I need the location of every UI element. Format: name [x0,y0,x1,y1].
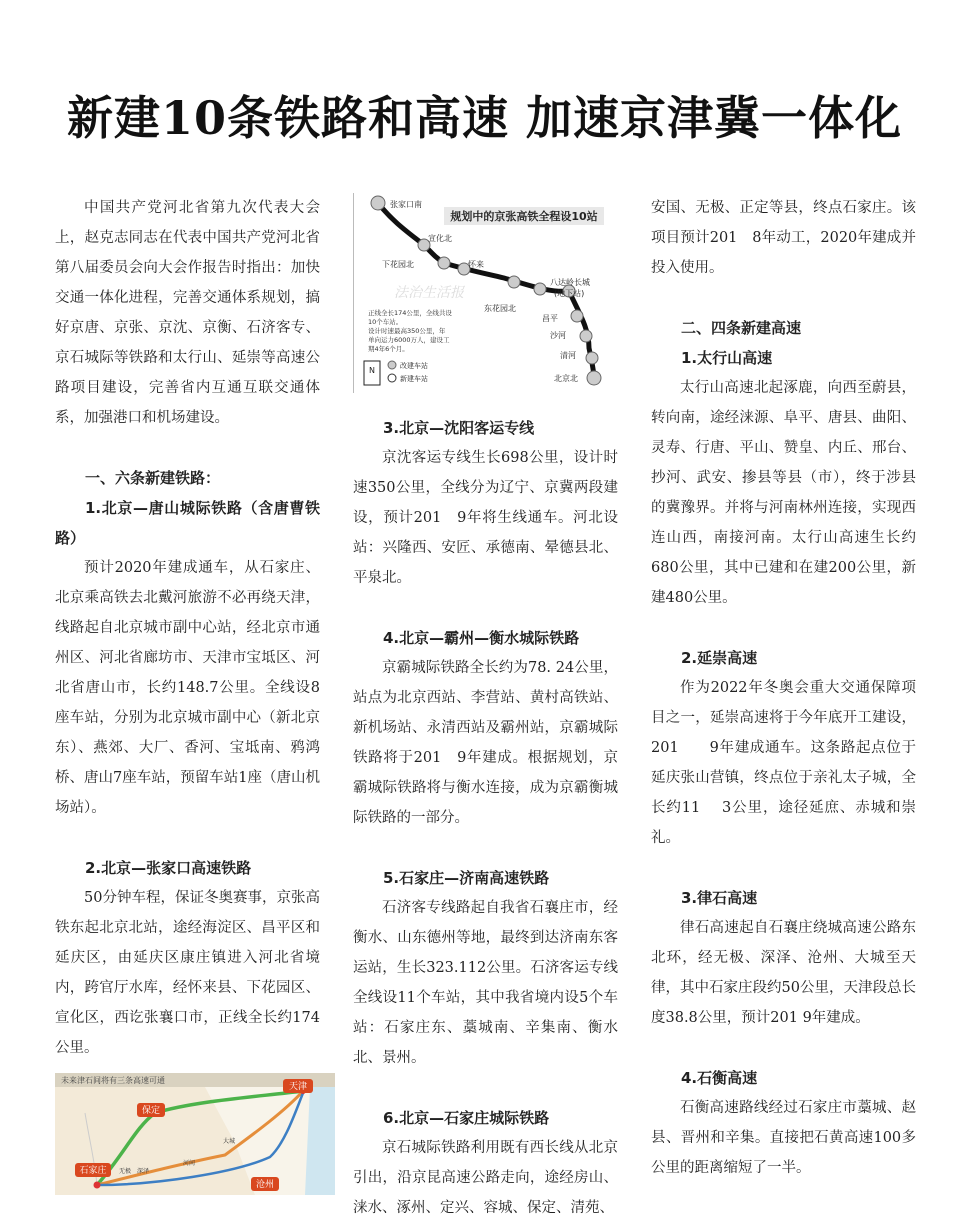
highway-2-title: 2.延崇高速 [681,649,758,667]
map1-legend-new: 新建车站 [400,375,428,383]
map1-watermark: 法治生活报 [394,285,464,301]
map1-station-huailai: 怀来 [468,260,484,269]
rail-3-text: 京沈客运专线生长698公里，设计时速350公里，全线分为辽宁、京冀两段建设，预计201 9年将生线通车。河北设站：兴隆西、安匠、承德南、晕德县北、平泉北。 [353,450,618,586]
highway-3-text: 律石高速起自石襄庄绕城高速公路东北环，经无极、深泽、沧州、大城至天律，其中石家庄段约50公里，天津段总长度38.8公里，预计201 9年建成。 [651,920,916,1026]
page-title: 新建10条铁路和高速 加速京津冀一体化 [66,91,903,145]
highway-section-heading: 二、四条新建高速 [681,319,802,337]
map2-town-wuji: 无极 [119,1168,132,1175]
map1-station-underground: (地下站) [554,289,585,298]
map1-station-badaling: 八达岭长城 [550,278,590,287]
rail-4-text: 京霸城际铁路全长约为78. 24公里，站点为北京西站、李营站、黄村高铁站、新机场站、永清西站及霸州站，京霸城际铁路将于201 9年建成。根据规划，京霸城际铁路将与衡水连接，成为京霸衡城际铁路的一部分。 [353,660,618,826]
map2-city-tianjin: 天津 [288,1082,308,1092]
intro-paragraph: 中国共产党河北省第九次代表大会上，赵克志同志在代表中国共产党河北省第八届委员会向大会作报告时指出：加快交通一体化进程，完善交通体系规划，搞好京唐、京张、京沈、京衡、石济客专、京石城际等铁路和太行山、延崇等高速公路项目建设，完善省内互通互联交通体系，加强港口和机场建设。 [55,200,320,426]
highway-4-title: 4.石衡高速 [681,1069,758,1087]
map1-station-changping: 昌平 [542,314,558,323]
map1-station-donghuayuanbei: 东花园北 [484,304,516,313]
rail-2-text: 50分钟车程，保证冬奥赛事，京张高铁东起北京北站，途经海淀区、昌平区和延庆区，由延庆区康庄镇进入河北省境内，跨官厅水库，经怀来县、下花园区、宣化区，西讫张襄口市，正线全长约174公里。 [55,890,320,1056]
map1-station-xuanhuabei: 宣化北 [428,234,452,243]
map1-station-shahe: 沙河 [550,331,566,340]
north-arrow-icon: N [369,366,375,375]
column-3 [651,193,916,1183]
map1-note-5: 期4年6个月。 [368,345,409,353]
map1-station-xiahuayuanbei: 下花园北 [382,260,414,269]
highway-1-title: 1.太行山高速 [681,349,773,367]
rail-3-title: 3.北京—沈阳客运专线 [383,419,535,437]
map2-town-hejian: 河间 [183,1160,196,1167]
map1-note-4: 单向运力6000万人，建设工 [368,336,450,344]
rail-5-title: 5.石家庄—济南高速铁路 [383,869,550,887]
rail-1-title: 1.北京—唐山城际铁路（含唐曹铁路） [55,499,320,547]
map2-town-dacheng: 大城 [223,1138,236,1145]
jingzhang-railway-map [353,193,619,393]
tianjin-shijiazhuang-highway-map [55,1073,335,1195]
rail-6-title: 6.北京—石家庄城际铁路 [383,1109,550,1127]
map2-city-shijiazhuang: 石家庄 [79,1166,107,1176]
rail-6-text: 京石城际铁路利用既有西长线从北京引出，沿京昆高速公路走向，途经房山、涞水、涿州、定兴、容城、保定、清苑、 [353,1140,618,1216]
column-1 [55,193,320,1195]
highway-2-text: 作为2022年冬奥会重大交通保障项目之一，延崇高速将于今年底开工建设，201 9年建成通车。这条路起点位于延庆张山营镇，终点位于亲礼太子城，全长约11 3公里，途径延庶、赤城和崇礼。 [651,680,916,846]
map1-note-1: 正线全长174公里，全线共设 [368,309,452,317]
rail-4-title: 4.北京—霸州—衡水城际铁路 [383,629,580,647]
map1-legend-rebuild: 改建车站 [400,362,428,370]
column-2 [353,193,618,1223]
map1-note-2: 10个车站。 [368,318,403,326]
map2-banner: 未来津石间将有三条高速可通 [61,1076,165,1085]
map2-town-shenze: 深泽 [137,1168,150,1175]
map1-station-zhangjiakounan: 张家口南 [390,200,422,209]
map2-city-cangzhou: 沧州 [255,1180,275,1190]
rail-2-title: 2.北京—张家口高速铁路 [85,859,252,877]
map2-city-baoding: 保定 [141,1106,161,1116]
map1-title: 规划中的京张高铁全程设10站 [450,210,598,223]
rail-5-text: 石济客专线路起自我省石襄庄市，经衡水、山东德州等地，最终到达济南东客运站，生长323.112公里。石济客运专线全线设11个车站，其中我省境内设5个车站：石家庄东、藁城南、辛集南、衡水北、景州。 [353,900,618,1066]
rail-1-text: 预计2020年建成通车，从石家庄、北京乘高铁去北戴河旅游不必再绕天津，线路起自北京城市副中心站，经北京市通州区、河北省廊坊市、天津市宝坻区、河北省唐山市，长约148.7公里。全线设8座车站，分别为北京城市副中心（新北京东）、燕郊、大厂、香河、宝坻南、鸦鸿桥、唐山7座车站，预留车站1座（唐山机场站）。 [55,560,320,816]
map1-station-qinghe: 清河 [560,351,576,360]
map1-station-beijingbei: 北京北 [554,374,578,383]
highway-4-text: 石衡高速路线经过石家庄市藁城、赵县、晋州和辛集。直接把石黄高速100多公里的距离缩短了一半。 [651,1100,916,1176]
rail-6-continued: 安国、无极、正定等县，终点石家庄。该项目预计201 8年动工，2020年建成并投入使用。 [651,200,916,276]
rail-section-heading: 一、六条新建铁路： [85,469,221,487]
highway-1-text: 太行山高速北起涿鹿，向西至蔚县，转向南，途经涞源、阜平、唐县、曲阳、灵寿、行唐、平山、赞皇、内丘、邢台、抄河、武安、掺县等县（市），终于涉县的冀豫界。并将与河南林州连接，实现西连山西，南接河南。太行山高速生长约680公里，其中已建和在建200公里，新建480公里。 [651,380,916,606]
highway-3-title: 3.律石高速 [681,889,758,907]
map1-note-3: 设计时速最高350公里，年 [368,327,446,335]
